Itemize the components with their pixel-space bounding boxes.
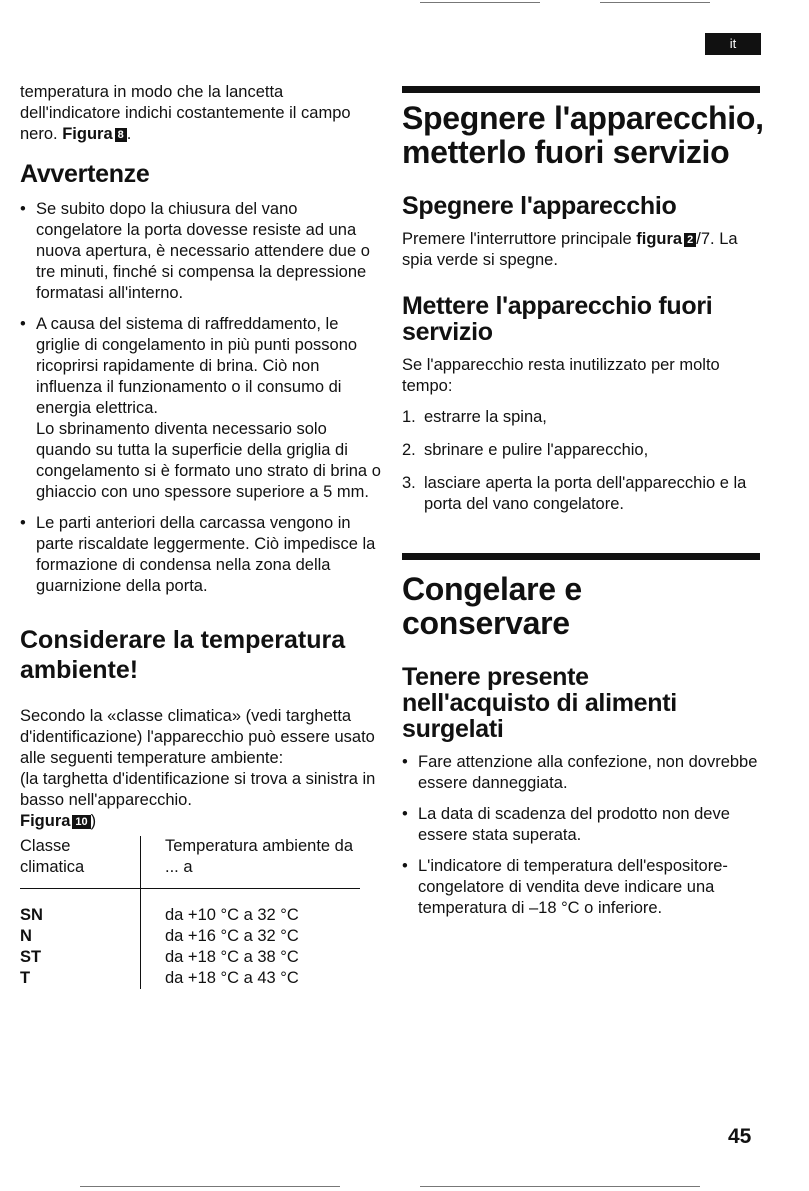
table-cell: da +18 °C a 38 °C [165, 947, 299, 966]
table-cell: da +16 °C a 32 °C [165, 926, 299, 945]
table-header-row [20, 836, 360, 889]
bottom-edge-line [420, 1186, 700, 1187]
list-item: • L'indicatore di temperatura dell'espositore-congelatore di vendita deve indicare una temperatura di –18 °C o inferiore. [402, 856, 770, 919]
table-cell: SN [20, 888, 141, 926]
figure-label: figura [636, 230, 683, 248]
congelare-heading: Congelare e conservare [402, 571, 582, 641]
section-rule [402, 86, 760, 93]
intro-paragraph: temperatura in modo che la lancetta dell'indicatore indichi costantemente il campo nero. Figura 8 . [20, 83, 351, 143]
table-row [20, 968, 360, 989]
figure-label: Figura [20, 811, 71, 830]
temperatura-heading: Considerare la temperatura ambiente! [20, 626, 346, 684]
table-header-cell: Temperatura ambiente da ... a [141, 836, 361, 889]
list-item: • Fare attenzione alla confezione, non dovrebbe essere danneggiata. [402, 752, 770, 794]
avvertenze-list [20, 199, 382, 597]
table-row [20, 926, 360, 947]
list-item: 3. lasciare aperta la porta dell'apparecchio e la porta del vano congelatore. [402, 474, 747, 513]
language-badge: it [705, 33, 761, 55]
list-item: • Se subito dopo la chiusura del vano congelatore la porta dovesse resiste ad una nuova apertura, è necessario attendere due o tre minuti, finché si compensa la depressione formatasi all'interno. [20, 199, 382, 304]
surgelati-subheading: Tenere presente nell'acquisto di alimenti surgelati [402, 663, 677, 743]
fuori-servizio-intro: Se l'apparecchio resta inutilizzato per molto tempo: [402, 356, 720, 395]
figure-label: Figura [62, 125, 113, 143]
avvertenze-heading: Avvertenze [20, 160, 150, 188]
table-cell: T [20, 968, 141, 989]
figure-ref-badge: 2 [684, 233, 696, 247]
surgelati-list [402, 752, 770, 919]
figure-ref-badge: 8 [115, 128, 127, 142]
table-row [20, 888, 360, 926]
list-item: • A causa del sistema di raffreddamento, le griglie di congelamento in più punti possono ricoprirsi rapidamente di brina. Ciò non influenza il funzionamento o il consumo di energia elettrica. Lo sbrinamento diventa necessario solo quando su tutta la superficie della griglia di congelamento si è formato uno strato di brina o ghiaccio con uno spessore superiore a 5 mm. [20, 314, 382, 503]
table-header-cell: Classe climatica [20, 836, 141, 889]
climate-table [20, 836, 360, 989]
table-cell: ST [20, 947, 141, 968]
fuori-servizio-subheading: Mettere l'apparecchio fuori servizio [402, 292, 713, 346]
list-item: • Le parti anteriori della carcassa vengono in parte riscaldate leggermente. Ciò impedisce la formazione di condensa nella zona della guarnizione della porta. [20, 513, 382, 597]
spegnere-paragraph: Premere l'interruttore principale figura 2 /7. La spia verde si spegne. [402, 230, 738, 269]
section-rule [402, 553, 760, 560]
table-cell: da +10 °C a 32 °C [165, 905, 299, 924]
spegnere-heading: Spegnere l'apparecchio, metterlo fuori servizio [402, 100, 764, 170]
list-item: 2. sbrinare e pulire l'apparecchio, [402, 441, 649, 459]
temperatura-paragraph: Secondo la «classe climatica» (vedi targhetta d'identificazione) l'apparecchio può essere usato alle seguenti temperature ambiente: [20, 706, 375, 767]
page-number: 45 [728, 1125, 752, 1148]
bottom-edge-line [80, 1186, 340, 1187]
figure-ref-badge: 10 [72, 815, 90, 829]
temperatura-note: (la targhetta d'identificazione si trova a sinistra in basso nell'apparecchio. Figura 10 ) [20, 769, 376, 830]
fuori-servizio-steps [402, 407, 770, 515]
right-column [402, 0, 770, 919]
list-item: 1. estrarre la spina, [402, 408, 547, 426]
table-row [20, 947, 360, 968]
list-item: • La data di scadenza del prodotto non deve essere stata superata. [402, 804, 770, 846]
table-cell: da +18 °C a 43 °C [165, 968, 299, 987]
spegnere-subheading: Spegnere l'apparecchio [402, 192, 677, 220]
left-column [20, 0, 382, 989]
table-cell: N [20, 926, 141, 947]
